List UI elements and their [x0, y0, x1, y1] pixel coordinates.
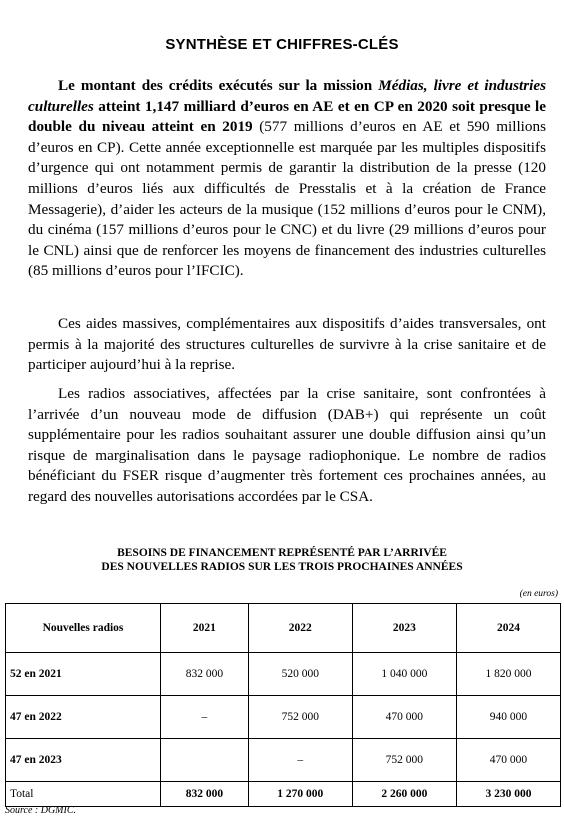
paragraph-credits-bold-a: Le montant des crédits exécutés sur la mission [58, 77, 379, 94]
table-cell: – [248, 739, 352, 782]
total-cell: 2 260 000 [352, 782, 456, 807]
table-cell: 520 000 [248, 653, 352, 696]
table-cell: 1 820 000 [456, 653, 560, 696]
table-source: Source : DGMIC. [5, 805, 77, 816]
table-title-line2: DES NOUVELLES RADIOS SUR LES TROIS PROCHAINES ANNÉES [101, 561, 463, 573]
header-2022: 2022 [248, 604, 352, 653]
row-label: 52 en 2021 [6, 653, 161, 696]
table-unit: (en euros) [519, 589, 558, 599]
row-label: 47 en 2022 [6, 696, 161, 739]
paragraph-aides [28, 314, 546, 376]
table-cell: 752 000 [248, 696, 352, 739]
table-cell: 470 000 [456, 739, 560, 782]
paragraph-credits-bold-b: atteint 1,147 milliard d’euros en AE et en CP en 2020 soit presque le double du niveau atteint en 2019 [28, 97, 546, 136]
paragraph-credits [28, 76, 546, 282]
table-total-row [6, 782, 561, 807]
table-header-row [6, 604, 561, 653]
table-cell [161, 739, 249, 782]
table-row [6, 696, 561, 739]
header-2024: 2024 [456, 604, 560, 653]
header-2021: 2021 [161, 604, 249, 653]
total-cell: 3 230 000 [456, 782, 560, 807]
header-new-radios: Nouvelles radios [6, 604, 161, 653]
table-row [6, 653, 561, 696]
table-cell: 1 040 000 [352, 653, 456, 696]
page-heading: SYNTHÈSE ET CHIFFRES-CLÉS [165, 36, 399, 53]
table-cell: 940 000 [456, 696, 560, 739]
financing-table [5, 603, 561, 807]
paragraph-aides-text: Ces aides massives, complémentaires aux dispositifs d’aides transversales, ont permis à la majorité des structures culturelles de survivre à la crise sanitaire et de participer aujourd’hui à la reprise. [28, 315, 546, 374]
table-cell: – [161, 696, 249, 739]
mission-name: Médias, livre et industries culturelles [28, 77, 546, 115]
total-label: Total [6, 782, 161, 807]
row-label: 47 en 2023 [6, 739, 161, 782]
table-cell: 832 000 [161, 653, 249, 696]
table-cell: 752 000 [352, 739, 456, 782]
table-row [6, 739, 561, 782]
paragraph-radios-text: Les radios associatives, affectées par la crise sanitaire, sont confrontées à l’arrivée d’un nouveau mode de diffusion (DAB+) qui représente un coût supplémentaire pour les radios souhaitant assurer une double diffusion ainsi qu’un risque de marginalisation dans le paysage radiophonique. Le nombre de radios bénéficiant du FSER risque d’augmenter très fortement ces prochaines années, au regard des nouvelles autorisations accordées par le CSA. [28, 385, 546, 505]
paragraph-credits-rest: (577 millions d’euros en AE et 590 millions d’euros en CP). Cette année exceptionnelle est marquée par les multiples dispositifs d’urgence qui ont notamment permis de garantir la distribution de la presse (120 millions d’euros liés aux difficultés de Presstalis et à la création de France Messagerie), d’aider les acteurs de la musique (152 millions d’euros pour le CNM), du cinéma (157 millions d’euros pour le CNC) et du livre (29 millions d’euros pour le CNL) ainsi que de renforcer les moyens de financement des industries culturelles (85 millions d’euros pour l’IFCIC). [28, 118, 546, 280]
table-title [0, 546, 564, 574]
table-cell: 470 000 [352, 696, 456, 739]
total-cell: 832 000 [161, 782, 249, 807]
header-2023: 2023 [352, 604, 456, 653]
paragraph-radios [28, 384, 546, 508]
table-title-line1: BESOINS DE FINANCEMENT REPRÉSENTÉ PAR L’ARRIVÉE [117, 547, 447, 559]
total-cell: 1 270 000 [248, 782, 352, 807]
